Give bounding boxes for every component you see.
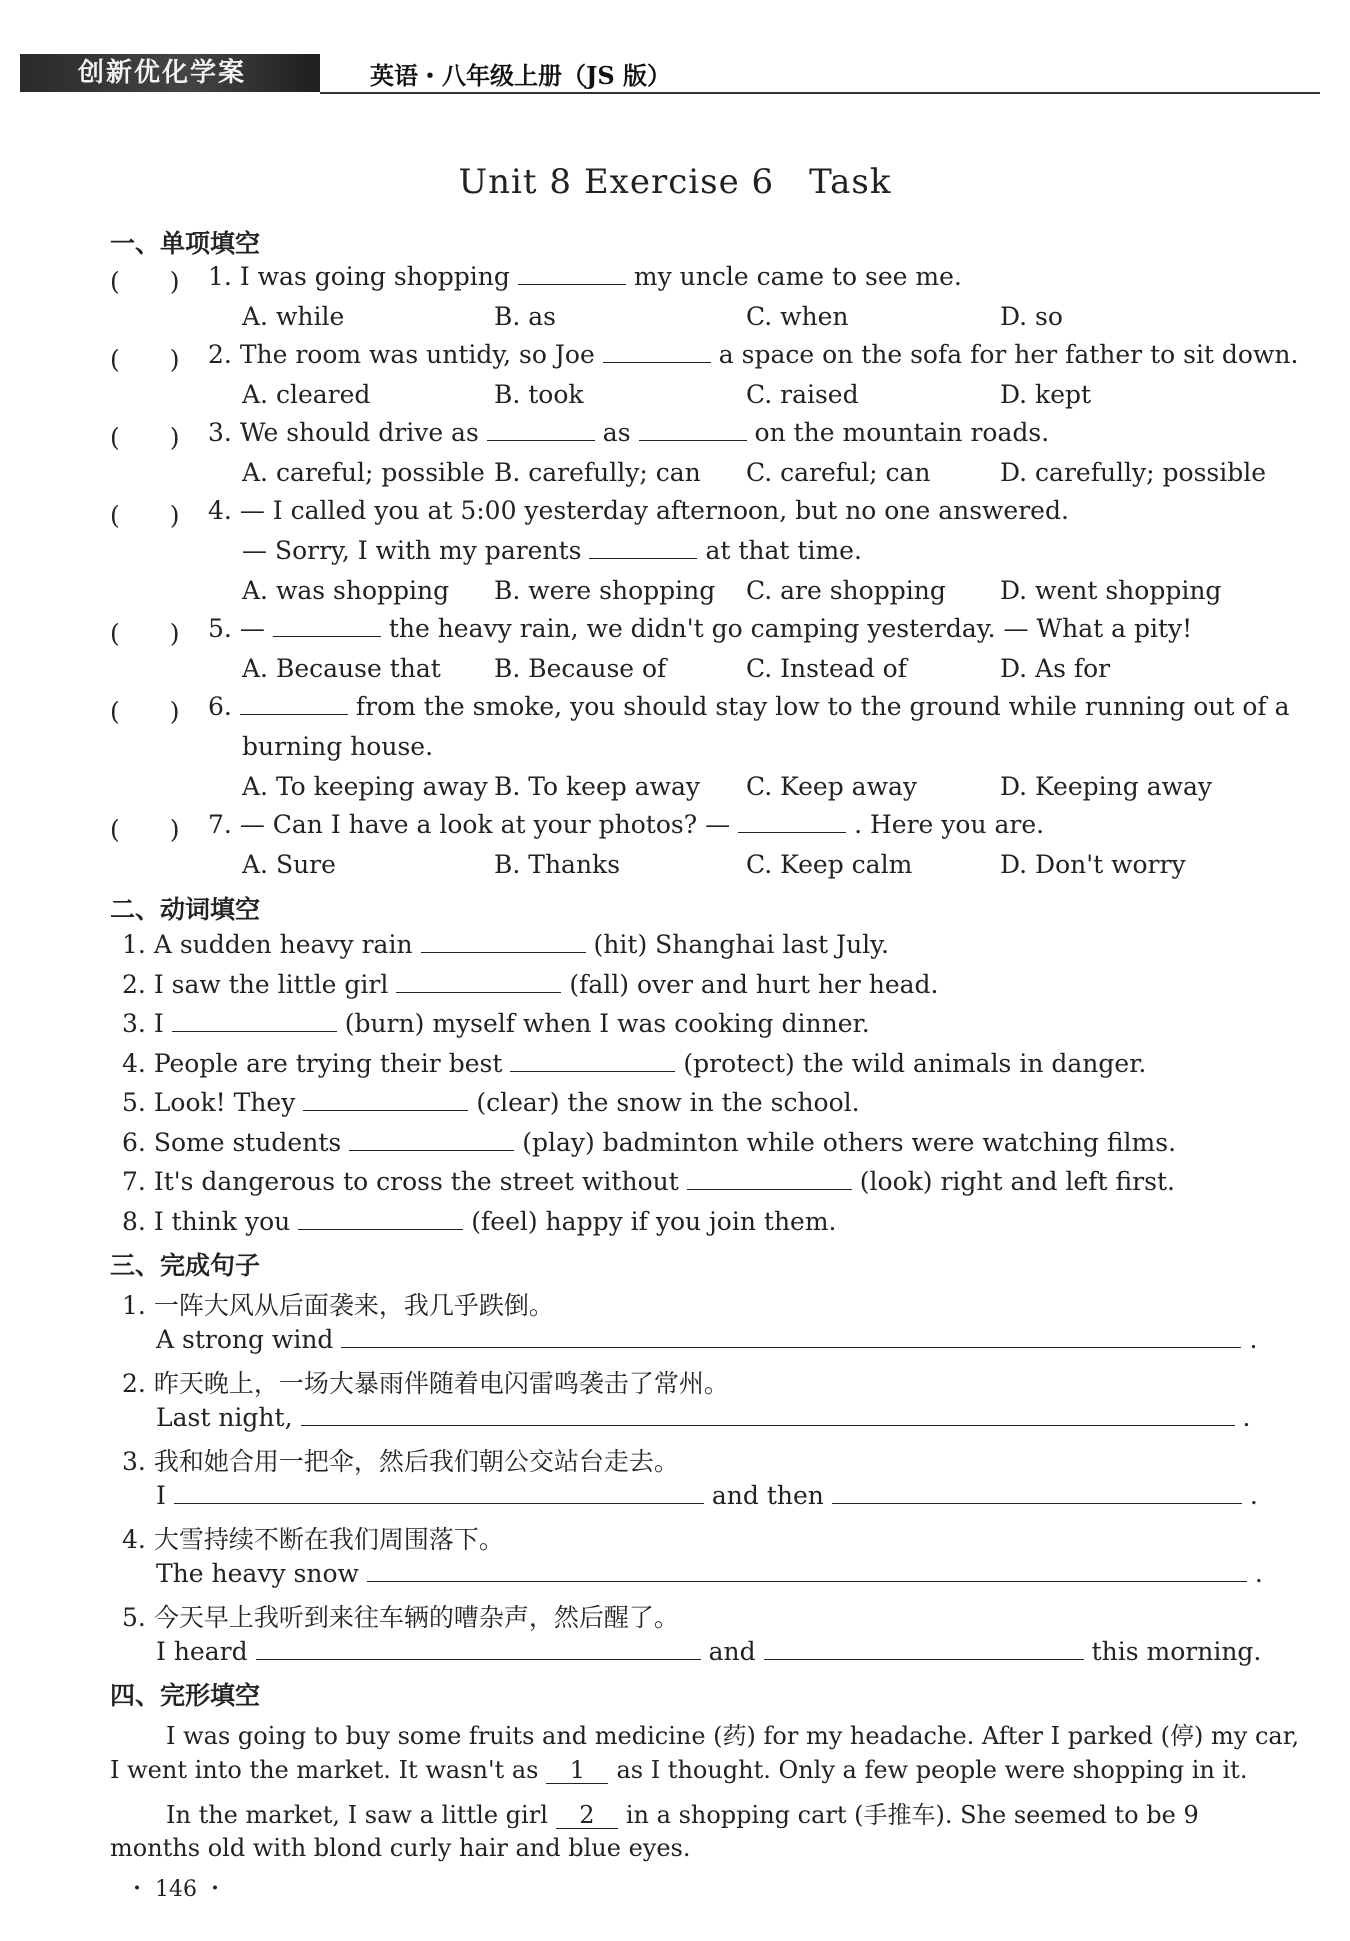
answer-bracket[interactable]: ( )	[110, 619, 180, 648]
mc-option: D. so	[1000, 302, 1063, 331]
answer-blank[interactable]	[487, 418, 595, 441]
verb-item: 5. Look! They (clear) the snow in the school.	[122, 1088, 860, 1117]
translation-answer-line: I and then .	[156, 1481, 1258, 1510]
translation-answer-line: The heavy snow .	[156, 1559, 1263, 1588]
answer-bracket[interactable]: ( )	[110, 267, 180, 296]
answer-blank[interactable]	[298, 1207, 463, 1230]
mc-option: B. carefully; can	[494, 458, 701, 487]
page-title: Unit 8 Exercise 6 Task	[458, 162, 892, 202]
verb-item: 3. I (burn) myself when I was cooking dinner.	[122, 1009, 870, 1038]
answer-blank[interactable]	[240, 692, 348, 715]
verb-item: 6. Some students (play) badminton while others were watching films.	[122, 1128, 1177, 1157]
mc-option: B. To keep away	[494, 772, 701, 801]
mc-option: D. Keeping away	[1000, 772, 1213, 801]
answer-blank[interactable]	[589, 536, 697, 559]
answer-blank[interactable]	[367, 1559, 1247, 1582]
cloze-line: I was going to buy some fruits and medicine (药) for my headache. After I parked (停) my car,	[166, 1722, 1300, 1750]
answer-blank[interactable]	[518, 262, 626, 285]
translation-prompt: 3. 我和她合用一把伞，然后我们朝公交站台走去。	[122, 1447, 679, 1476]
mc-option: A. careful; possible	[242, 458, 485, 487]
answer-bracket[interactable]: ( )	[110, 423, 180, 452]
page-number: ・ 146 ・	[126, 1877, 226, 1902]
mc-question-5: 5. — the heavy rain, we didn't go camping yesterday. — What a pity!	[208, 614, 1193, 643]
mc-option: B. took	[494, 380, 584, 409]
mc-option: A. Because that	[242, 654, 441, 683]
answer-blank[interactable]	[421, 930, 586, 953]
verb-item: 1. A sudden heavy rain (hit) Shanghai last July.	[122, 930, 889, 959]
mc-question-7: 7. — Can I have a look at your photos? — . Here you are.	[208, 810, 1045, 839]
answer-blank[interactable]	[301, 1403, 1235, 1426]
mc-question-2: 2. The room was untidy, so Joe a space on the sofa for her father to sit down.	[208, 340, 1299, 369]
translation-prompt: 4. 大雪持续不断在我们周围落下。	[122, 1525, 504, 1554]
translation-answer-line: I heard and this morning.	[156, 1637, 1262, 1666]
mc-question-6-cont: burning house.	[242, 732, 434, 761]
book-title: 英语・八年级上册（JS 版）	[370, 61, 672, 90]
mc-option: D. Don't worry	[1000, 850, 1186, 879]
answer-blank[interactable]	[396, 970, 561, 993]
mc-option: D. went shopping	[1000, 576, 1222, 605]
answer-blank[interactable]	[764, 1637, 1084, 1660]
answer-blank[interactable]	[639, 418, 747, 441]
mc-option: C. Keep calm	[746, 850, 913, 879]
answer-bracket[interactable]: ( )	[110, 815, 180, 844]
section-heading-3: 三、完成句子	[110, 1251, 261, 1280]
answer-blank[interactable]	[738, 810, 846, 833]
mc-question-6: 6. from the smoke, you should stay low to the ground while running out of a	[208, 692, 1290, 721]
header-rule	[320, 92, 1320, 94]
answer-blank[interactable]	[303, 1088, 468, 1111]
mc-option: B. as	[494, 302, 556, 331]
mc-question-3: 3. We should drive as as on the mountain roads.	[208, 418, 1050, 447]
mc-option: C. raised	[746, 380, 859, 409]
cloze-blank-1[interactable]: 1	[546, 1757, 608, 1784]
answer-blank[interactable]	[172, 1009, 337, 1032]
mc-option: D. As for	[1000, 654, 1111, 683]
verb-item: 4. People are trying their best (protect) the wild animals in danger.	[122, 1049, 1147, 1078]
section-heading-1: 一、单项填空	[110, 229, 261, 258]
verb-item: 2. I saw the little girl (fall) over and hurt her head.	[122, 970, 939, 999]
cloze-line: months old with blond curly hair and blue eyes.	[110, 1834, 691, 1862]
answer-bracket[interactable]: ( )	[110, 697, 180, 726]
mc-option: B. Thanks	[494, 850, 621, 879]
answer-blank[interactable]	[273, 614, 381, 637]
mc-option: C. careful; can	[746, 458, 931, 487]
answer-bracket[interactable]: ( )	[110, 345, 180, 374]
translation-answer-line: A strong wind .	[156, 1325, 1258, 1354]
answer-bracket[interactable]: ( )	[110, 501, 180, 530]
section-heading-2: 二、动词填空	[110, 895, 261, 924]
verb-item: 7. It's dangerous to cross the street without (look) right and left first.	[122, 1167, 1175, 1196]
mc-option: A. while	[242, 302, 345, 331]
page-header	[20, 54, 1320, 94]
answer-blank[interactable]	[174, 1481, 704, 1504]
mc-option: B. Because of	[494, 654, 667, 683]
translation-prompt: 5. 今天早上我听到来往车辆的嘈杂声，然后醒了。	[122, 1603, 679, 1632]
cloze-line: In the market, I saw a little girl 2 in a shopping cart (手推车). She seemed to be 9	[166, 1801, 1199, 1829]
cloze-blank-2[interactable]: 2	[556, 1802, 618, 1829]
cloze-line: I went into the market. It wasn't as 1 as I thought. Only a few people were shopping in it.	[110, 1756, 1248, 1784]
answer-blank[interactable]	[603, 340, 711, 363]
mc-option: C. are shopping	[746, 576, 946, 605]
translation-prompt: 1. 一阵大风从后面袭来，我几乎跌倒。	[122, 1291, 554, 1320]
translation-prompt: 2. 昨天晚上，一场大暴雨伴随着电闪雷鸣袭击了常州。	[122, 1369, 729, 1398]
mc-option: A. To keeping away	[242, 772, 488, 801]
brand-banner: 创新优化学案	[20, 54, 320, 92]
answer-blank[interactable]	[510, 1049, 675, 1072]
mc-question-4: 4. — I called you at 5:00 yesterday afternoon, but no one answered.	[208, 496, 1069, 525]
mc-option: D. carefully; possible	[1000, 458, 1267, 487]
mc-option: A. Sure	[242, 850, 336, 879]
answer-blank[interactable]	[256, 1637, 701, 1660]
mc-question-1: 1. I was going shopping my uncle came to see me.	[208, 262, 962, 291]
mc-option: C. Instead of	[746, 654, 907, 683]
verb-item: 8. I think you (feel) happy if you join them.	[122, 1207, 837, 1236]
mc-option: A. cleared	[242, 380, 371, 409]
mc-question-4-reply: — Sorry, I with my parents at that time.	[242, 536, 862, 565]
answer-blank[interactable]	[832, 1481, 1242, 1504]
answer-blank[interactable]	[687, 1167, 852, 1190]
mc-option: B. were shopping	[494, 576, 716, 605]
translation-answer-line: Last night, .	[156, 1403, 1251, 1432]
mc-option: D. kept	[1000, 380, 1092, 409]
section-heading-4: 四、完形填空	[110, 1681, 261, 1710]
answer-blank[interactable]	[341, 1325, 1241, 1348]
mc-option: A. was shopping	[242, 576, 450, 605]
mc-option: C. Keep away	[746, 772, 918, 801]
mc-option: C. when	[746, 302, 849, 331]
answer-blank[interactable]	[349, 1128, 514, 1151]
